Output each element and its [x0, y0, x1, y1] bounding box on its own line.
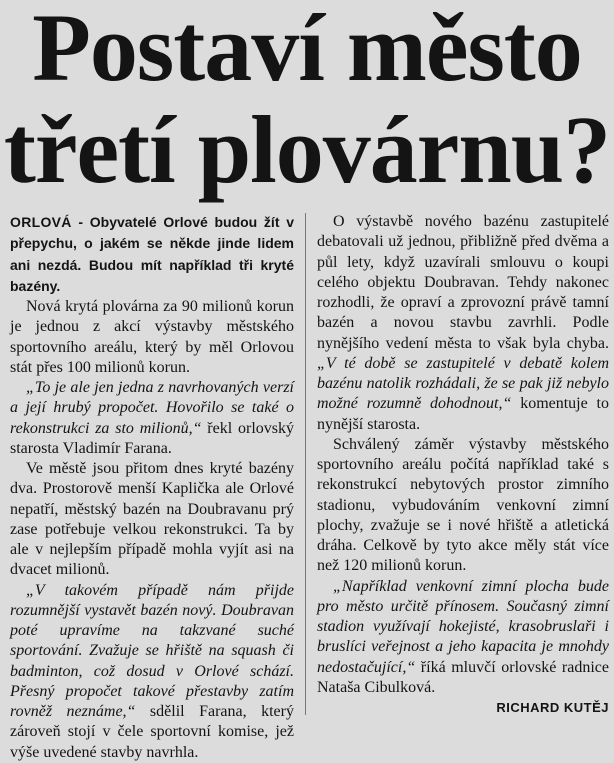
quote: „Například venkovní zimní plocha bude pro město určitě přínosem. Současný zimní stadion využívají hokejisté, krasobruslaři i bruslíci veřejnost a jeho kapacita je mnohdy nedostačující,“ [317, 577, 609, 676]
byline: RICHARD KUTĚJ [496, 700, 609, 715]
right-column [317, 212, 609, 718]
attribution: sdělil Farana, který zároveň stojí v čele sportovní komise, jež výše uvedené stavby navrhla. [10, 703, 294, 761]
paragraph [317, 577, 609, 699]
attribution: říká mluvčí orlovské radnice Nataša Cibulková. [317, 658, 609, 696]
paragraph [317, 212, 609, 435]
dateline: ORLOVÁ [10, 214, 72, 230]
attribution: komentuje to nynější starosta. [317, 395, 609, 433]
quote: „V té době se zastupitelé v debatě kolem bazénu natolik rozhádali, že se pak již nebylo možné rozumně dohodnout,“ [317, 354, 609, 413]
dateline-separator: - [71, 214, 90, 230]
column-divider [305, 213, 306, 715]
paragraph: Ve městě jsou přitom dnes kryté bazény dva. Prostorově menší Kaplička ale Orlové nepatří, městský bazén na Doubravanu prý zase potřebuje velkou rekonstrukci. Ta by ale v nejlepším případě mohla vyjít asi na dvacet milionů. [10, 460, 294, 579]
quote: „To je ale jen jedna z navrhovaných verzí a její hrubý propočet. Hovořilo se také o rekonstrukci za sto milionů,“ [10, 379, 294, 437]
lead-text: Obyvatelé Orlové budou žít v přepychu, o jakém se někde jinde lidem ani nezdá. Budou mít například tři kryté bazény. [10, 214, 294, 294]
lead-paragraph [10, 212, 294, 297]
paragraph [10, 378, 294, 459]
attribution: řekl orlovský starosta Vladimír Farana. [10, 419, 294, 457]
headline [0, 0, 614, 203]
left-column [10, 212, 294, 763]
paragraph: Nová krytá plovárna za 90 milionů korun je jednou z akcí výstavby městského sportovního areálu, který by měl Orlovou stát přes 100 milionů korun. [10, 298, 294, 376]
quote: „V takovém případě nám přijde rozumnější vystavět bazén nový. Doubravan poté upravíme na takzvané suché sportování. Zvažuje se hřiště na squash či badminton, což dosud v Orlové schází. Přesný propočet takové přestavby zatím rovněž neznáme,“ [10, 581, 294, 720]
paragraph-text: O výstavbě nového bazénu zastupitelé debatovali už jednou, přibližně před dvěma a půl lety, když uzavírali smlouvu o koupi celého objektu Doubravan. Tehdy nakonec rozhodli, že opraví a zprovozní právě tamní bazén a novou stavbu zavrhli. Podle nynějšího vedení města to však byla chyba. [317, 213, 609, 352]
headline-line-1: Postaví město [32, 0, 582, 101]
paragraph: Schválený záměr výstavby městského sportovního areálu počítá například také s rekonstrukcí nebytových prostor zimního stadionu, vybudováním venkovní zimní plochy, zvažuje se i nové hřiště a atletická dráha. Celkově by tyto akce měly stát více než 120 milionů korun. [317, 435, 609, 575]
headline-line-2: třetí plovárnu? [3, 96, 611, 203]
paragraph [10, 581, 294, 763]
